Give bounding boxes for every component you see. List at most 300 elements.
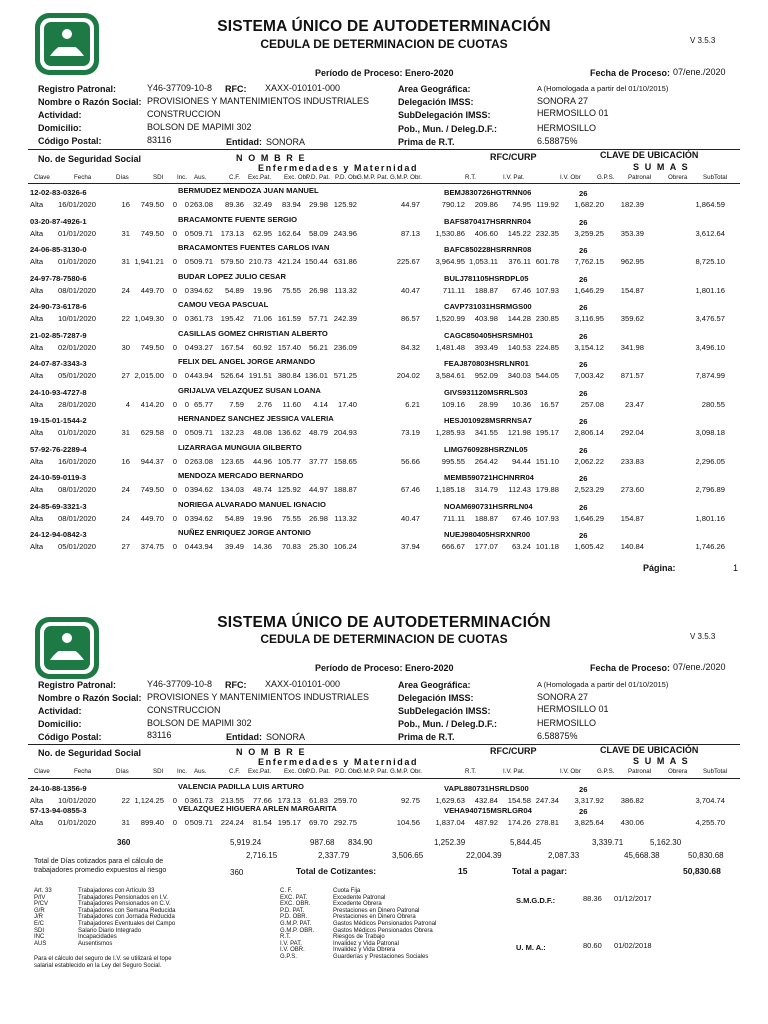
- col-header-enfermedades: Enfermedades y Maternidad: [258, 757, 419, 767]
- row-patronal: 257.08: [580, 399, 604, 409]
- row-exc-obr: 44.96: [252, 456, 272, 466]
- row-nombre: CAMOU VEGA PASCUAL: [178, 300, 269, 309]
- legend-key: AUS: [34, 940, 47, 947]
- col-sub-patronal: Patronal: [628, 174, 652, 181]
- row-gmp-pat: 571.25: [333, 371, 357, 380]
- row-obrera: 871.57: [620, 371, 644, 380]
- row-rt: 1,520.99: [435, 314, 465, 323]
- actividad-label: Actividad:: [38, 110, 82, 120]
- row-cf: 361.73: [189, 314, 213, 323]
- row-iv-obr: 63.24: [511, 542, 531, 551]
- row-rt: 1,185.18: [435, 485, 465, 494]
- row-gps: 544.05: [535, 371, 559, 380]
- row-iv-pat: 403.98: [474, 314, 498, 323]
- dias-note-value: 360: [230, 868, 244, 877]
- row-gmp-pat: 106.24: [333, 542, 357, 551]
- row-patronal: 7,003.42: [574, 371, 604, 380]
- row-cf: 443.94: [189, 542, 213, 551]
- legend-desc: Prestaciones en Dinero Obrera: [333, 914, 416, 921]
- row-subtotal: 280.55: [701, 399, 725, 409]
- row-gmp-pat: 236.09: [333, 342, 357, 352]
- row-sdi: 1,049.30: [134, 314, 164, 323]
- row-exc-obr: 191.51: [248, 371, 272, 380]
- row-dias: 30: [121, 342, 130, 352]
- row-iv-obr: 67.46: [511, 513, 531, 523]
- total-pd-obr: 834.90: [348, 838, 373, 847]
- legend-desc: Incapacidades: [78, 934, 117, 941]
- row-dias: 22: [121, 314, 130, 323]
- row-sdi: 629.58: [140, 428, 164, 437]
- row-exc-obr: 19.96: [252, 285, 272, 295]
- row-gps: 101.18: [535, 542, 559, 551]
- row-nombre: BERMUDEZ MENDOZA JUAN MANUEL: [178, 186, 319, 195]
- legend-key: G.M.P. PAT.: [280, 921, 312, 927]
- row-gps: 151.10: [535, 456, 559, 466]
- col-sub-sdi: SDI: [153, 174, 164, 181]
- row-gmp-pat: 204.93: [333, 428, 357, 437]
- row-aus: 0: [184, 200, 189, 209]
- row-patronal: 1,646.29: [574, 285, 604, 295]
- row-exc-obr: 14.36: [252, 542, 272, 551]
- row-gps: 247.34: [535, 796, 559, 805]
- row-inc: 0: [172, 428, 177, 437]
- row-iv-obr: 174.26: [507, 818, 531, 827]
- row-subtotal: 3,704.74: [695, 796, 725, 805]
- row-inc: 0: [172, 818, 177, 827]
- legend-desc: Excedente Patronal: [333, 894, 386, 901]
- legend-key: G/R: [34, 907, 45, 914]
- row-exc-pat: 7.59: [229, 399, 244, 409]
- row-aus: 0: [184, 485, 189, 494]
- row-subtotal: 3,098.18: [695, 428, 725, 437]
- row-dias: 22: [121, 796, 130, 805]
- legend-key: P.D. OBR.: [280, 914, 308, 921]
- legend-note-line1: Para el cálculo del seguro de I.V. se utilizará el tope: [34, 956, 172, 962]
- area-label: Area Geográfica:: [398, 680, 471, 690]
- row-gmp-obr: 104.56: [396, 818, 420, 827]
- row-ubicacion: 26: [579, 445, 588, 455]
- row-fecha: 10/01/2020: [58, 314, 97, 323]
- row-cf: 263.08: [189, 200, 213, 209]
- delegacion-label: Delegación IMSS:: [398, 97, 474, 107]
- row-nss: 24-12-94-0842-3: [30, 530, 87, 539]
- legend-desc: Ausentismos: [78, 940, 113, 947]
- row-iv-obr: 154.58: [507, 796, 531, 805]
- prima-label: Prima de R.T.: [398, 137, 455, 147]
- legend-key: R.T.: [280, 934, 291, 941]
- row-clave: Alta: [30, 342, 44, 352]
- periodo-proceso: Período de Proceso: Enero-2020: [315, 68, 454, 78]
- legend-desc: Trabajadores con Semana Reducida: [78, 907, 176, 914]
- row-exc-pat: 195.42: [220, 314, 244, 323]
- row-nss: 24-85-69-3321-3: [30, 501, 87, 511]
- col-sub-inc: Inc.: [177, 768, 187, 775]
- row-fecha: 16/01/2020: [58, 200, 97, 209]
- row-aus: 0: [184, 796, 189, 805]
- row-gmp-obr: 225.67: [396, 257, 420, 266]
- row-subtotal: 1,746.26: [695, 542, 725, 551]
- page-label: Página:: [643, 563, 676, 573]
- row-nss: 03-20-87-4926-1: [30, 216, 87, 226]
- row-dias: 27: [121, 371, 130, 380]
- col-sub-clave: Clave: [34, 768, 50, 775]
- row-cf: 443.94: [189, 371, 213, 380]
- total-obrera: 5,162.30: [650, 838, 682, 847]
- pob-value: HERMOSILLO: [537, 123, 597, 133]
- row-pd-obr: 26.98: [308, 513, 328, 523]
- document-title: SISTEMA ÚNICO DE AUTODETERMINACIÓN: [217, 614, 551, 631]
- row-subtotal: 4,255.70: [695, 818, 725, 827]
- delegacion-label: Delegación IMSS:: [398, 693, 474, 703]
- row-iv-pat: 188.87: [474, 285, 498, 295]
- col-sub-fecha: Fecha: [74, 174, 92, 181]
- row-rfc: BAFS870417HSRRNR04: [444, 216, 531, 226]
- row-inc: 0: [172, 285, 177, 295]
- col-header-clave-ubicacion: CLAVE DE UBICACIÓN: [600, 150, 699, 160]
- registro-label: Registro Patronal:: [38, 680, 117, 690]
- legend-key: G.P.S.: [280, 954, 297, 960]
- legend-desc: Invalidez y Vida Patronal: [333, 940, 399, 947]
- rfc-value: XAXX-010101-000: [265, 679, 341, 689]
- row-inc: 0: [172, 371, 177, 380]
- registro-value: Y46-37709-10-8: [147, 679, 213, 689]
- row-nss: 57-92-76-2289-4: [30, 444, 87, 454]
- pagar-label: Total a pagar:: [512, 866, 568, 876]
- row-pd-obr: 26.98: [308, 285, 328, 295]
- row-obrera: 140.84: [620, 542, 644, 551]
- row-gmp-pat: 113.32: [334, 285, 357, 295]
- uma-date: 01/02/2018: [614, 941, 652, 950]
- col-header-nombre: N O M B R E: [236, 747, 307, 757]
- row-iv-obr: 74.95: [511, 200, 531, 209]
- col-sub-rt: R.T.: [465, 768, 476, 775]
- row-rt: 3,584.61: [435, 371, 465, 380]
- row-cf: 509.71: [189, 428, 213, 437]
- row-sdi: 1,124.25: [134, 796, 164, 805]
- pob-label: Pob., Mun. / Deleg.D.F.:: [398, 719, 497, 729]
- row-cf: 493.27: [189, 342, 213, 352]
- row-iv-pat: 264.42: [474, 456, 498, 466]
- col-sub-subtotal: SubTotal: [703, 768, 728, 775]
- fecha-proceso-label: Fecha de Proceso:: [590, 663, 671, 673]
- col-sub-dias: Días: [116, 174, 129, 181]
- legend-desc: Gastos Médicos Pensionados Obrera: [333, 927, 433, 934]
- row-obrera: 353.39: [620, 228, 644, 238]
- row-pd-pat: 83.94: [281, 200, 301, 209]
- row-gmp-obr: 84.32: [400, 342, 420, 352]
- total-rt: 22,004.39: [466, 851, 502, 860]
- row-exc-obr: 48.74: [252, 485, 272, 494]
- dias-note-line1: Total de Días cotizados para el cálculo de: [34, 858, 164, 865]
- total-iv-pat: 5,844.45: [510, 838, 542, 847]
- total-dias: 360: [117, 838, 131, 847]
- row-sdi: 449.70: [140, 285, 164, 295]
- col-sub-aus: Aus.: [194, 174, 207, 181]
- row-fecha: 16/01/2020: [58, 456, 97, 466]
- row-gps: 107.93: [535, 285, 559, 295]
- total-iv-obr: 2,087.33: [548, 851, 580, 860]
- row-sdi: 749.50: [140, 228, 164, 238]
- row-gps: 278.81: [535, 818, 559, 827]
- row-iv-obr: 10.36: [511, 399, 531, 409]
- row-fecha: 10/01/2020: [58, 796, 97, 805]
- col-sub-gps: G.P.S.: [597, 768, 615, 775]
- row-gps: 195.17: [535, 428, 559, 437]
- col-sub-iv-pat: I.V. Pat.: [503, 768, 525, 775]
- rfc-label: RFC:: [225, 84, 247, 94]
- document-title: SISTEMA ÚNICO DE AUTODETERMINACIÓN: [217, 18, 551, 35]
- row-dias: 24: [121, 285, 130, 295]
- row-sdi: 749.50: [140, 342, 164, 352]
- row-exc-pat: 213.55: [220, 796, 244, 805]
- row-gps: 224.85: [535, 342, 559, 352]
- row-nombre: HERNANDEZ SANCHEZ JESSICA VALERIA: [178, 414, 334, 423]
- actividad-label: Actividad:: [38, 706, 82, 716]
- row-pd-pat: 75.55: [281, 513, 301, 523]
- row-iv-obr: 112.43: [508, 485, 531, 494]
- row-subtotal: 7,874.99: [695, 371, 725, 380]
- row-clave: Alta: [30, 818, 44, 827]
- row-nss: 24-10-93-4727-8: [30, 387, 87, 397]
- row-fecha: 08/01/2020: [58, 285, 97, 295]
- row-pd-pat: 136.62: [277, 428, 301, 437]
- row-nss: 24-90-73-6178-6: [30, 302, 87, 311]
- row-gmp-obr: 92.75: [400, 796, 420, 805]
- row-pd-obr: 56.21: [308, 342, 328, 352]
- cp-label: Código Postal:: [38, 732, 102, 742]
- row-nombre: NORIEGA ALVARADO MANUEL IGNACIO: [178, 499, 326, 509]
- row-ubicacion: 26: [579, 246, 588, 255]
- row-gmp-obr: 37.94: [400, 542, 420, 551]
- row-ubicacion: 26: [579, 217, 588, 227]
- row-pd-obr: 58.09: [308, 228, 328, 238]
- row-sdi: 899.40: [140, 818, 164, 827]
- row-patronal: 1,682.20: [574, 200, 604, 209]
- row-exc-pat: 134.03: [220, 485, 244, 494]
- row-cf: 394.62: [189, 285, 213, 295]
- row-pd-pat: 421.24: [277, 257, 301, 266]
- row-nombre: MENDOZA MERCADO BERNARDO: [178, 471, 304, 480]
- row-fecha: 05/01/2020: [58, 371, 97, 380]
- legend-desc: Cuota Fija: [333, 888, 361, 894]
- row-dias: 24: [121, 513, 130, 523]
- row-gmp-pat: 243.96: [333, 228, 357, 238]
- row-exc-obr: 71.06: [252, 314, 272, 323]
- row-patronal: 3,317.92: [574, 796, 604, 805]
- col-sub-subtotal: SubTotal: [703, 174, 728, 181]
- row-sdi: 1,941.21: [134, 257, 164, 266]
- cotizantes-label: Total de Cotizantes:: [296, 866, 377, 876]
- legend-desc: Guarderías y Prestaciones Sociales: [333, 954, 429, 960]
- row-iv-pat: 406.60: [474, 228, 498, 238]
- row-nombre: CASILLAS GOMEZ CHRISTIAN ALBERTO: [178, 328, 328, 338]
- domicilio-label: Domicilio:: [38, 719, 82, 729]
- row-pd-pat: 125.92: [277, 485, 301, 494]
- subdelegacion-label: SubDelegación IMSS:: [398, 110, 491, 120]
- col-header-clave-ubicacion: CLAVE DE UBICACIÓN: [600, 745, 699, 755]
- total-gps: 3,339.71: [592, 838, 624, 847]
- fecha-proceso-value: 07/ene./2020: [673, 662, 726, 672]
- row-fecha: 08/01/2020: [58, 513, 97, 523]
- legend-key: P/IV: [34, 894, 46, 901]
- row-clave: Alta: [30, 257, 44, 266]
- legend-key: SDI: [34, 927, 45, 934]
- col-sub-obrera: Obrera: [668, 768, 688, 775]
- document-subtitle: CEDULA DE DETERMINACION DE CUOTAS: [260, 632, 508, 646]
- row-fecha: 01/01/2020: [58, 818, 97, 827]
- subdelegacion-label: SubDelegación IMSS:: [398, 706, 491, 716]
- row-rfc: NUEJ980405HSRXNR00: [444, 530, 531, 539]
- row-iv-obr: 67.46: [511, 285, 531, 295]
- legend-desc: Riesgos de Trabajo: [333, 934, 385, 941]
- area-label: Area Geográfica:: [398, 84, 471, 94]
- row-obrera: 386.82: [620, 796, 644, 805]
- row-pd-obr: 57.71: [308, 314, 328, 323]
- row-nss: 19-15-01-1544-2: [30, 416, 87, 425]
- row-sdi: 749.50: [140, 200, 164, 209]
- page-2: [0, 590, 768, 1024]
- row-cf: 263.08: [189, 456, 213, 466]
- col-sub-pd-pat: P.D. Pat.: [306, 174, 330, 181]
- row-aus: 0: [184, 542, 189, 551]
- row-dias: 16: [121, 456, 130, 466]
- row-exc-pat: 132.23: [220, 428, 244, 437]
- row-exc-obr: 77.66: [252, 796, 272, 805]
- row-iv-pat: 177.07: [474, 542, 498, 551]
- col-sub-patronal: Patronal: [628, 768, 652, 775]
- legend-key: G.M.P. OBR.: [280, 927, 315, 934]
- total-gmp-pat: 3,506.65: [392, 851, 424, 860]
- row-clave: Alta: [30, 371, 44, 380]
- row-rt: 1,481.48: [435, 342, 465, 352]
- row-subtotal: 8,725.10: [695, 257, 725, 266]
- row-nombre: LIZARRAGA MUNGUIA GILBERTO: [178, 442, 302, 452]
- area-value: A (Homologada a partir del 01/10/2015): [537, 680, 669, 689]
- row-rfc: BULJ781105HSRDPL05: [444, 273, 529, 283]
- row-nombre: GRIJALVA VELAZQUEZ SUSAN LOANA: [178, 385, 321, 395]
- col-sub-iv-pat: I.V. Pat.: [503, 174, 525, 181]
- actividad-value: CONSTRUCCION: [147, 109, 221, 119]
- row-clave: Alta: [30, 314, 44, 323]
- legend-desc: Trabajadores con Jornada Reducida: [78, 914, 175, 921]
- nombre-value: PROVISIONES Y MANTENIMIENTOS INDUSTRIALES: [147, 692, 370, 702]
- cp-value: 83116: [147, 730, 172, 740]
- subdelegacion-value: HERMOSILLO 01: [537, 704, 609, 714]
- row-gmp-obr: 6.21: [405, 399, 420, 409]
- row-fecha: 02/01/2020: [58, 342, 97, 352]
- legend-desc: Trabajadores Pensionados en C.V.: [78, 901, 171, 908]
- divider: [28, 778, 740, 779]
- row-iv-obr: 376.11: [508, 257, 531, 266]
- row-gps: 601.78: [535, 257, 559, 266]
- legend-note-line2: salarial establecido en la Ley del Seguro Social.: [34, 963, 162, 969]
- row-ubicacion: 26: [579, 474, 588, 483]
- uma-label: U. M. A.:: [516, 943, 546, 952]
- col-sub-gmp-obr: G.M.P. Obr.: [390, 174, 422, 181]
- delegacion-value: SONORA 27: [537, 96, 589, 106]
- row-nombre: BRACAMONTES FUENTES CARLOS IVAN: [178, 243, 330, 252]
- row-nss: 24-10-59-0119-3: [30, 473, 87, 482]
- row-rfc: NOAM690731HSRRLN04: [444, 501, 533, 511]
- col-header-enfermedades: Enfermedades y Maternidad: [258, 163, 419, 173]
- rfc-label: RFC:: [225, 680, 247, 690]
- row-ubicacion: 26: [579, 303, 588, 312]
- row-gps: 232.35: [535, 228, 559, 238]
- row-rfc: CAVP731031HSRMGS00: [444, 302, 532, 311]
- row-iv-pat: 487.92: [474, 818, 498, 827]
- row-inc: 0: [172, 228, 177, 238]
- row-rfc: VAPL880731HSRLDS00: [444, 784, 529, 793]
- legend-desc: Excedente Obrera: [333, 901, 382, 908]
- row-nss: 24-06-85-3130-0: [30, 245, 87, 254]
- row-pd-obr: 69.70: [308, 818, 328, 827]
- legend-desc: Trabajadores con Artículo 33: [78, 888, 155, 894]
- row-obrera: 154.87: [620, 285, 644, 295]
- total-pd-pat: 2,337.79: [318, 851, 350, 860]
- actividad-value: CONSTRUCCION: [147, 705, 221, 715]
- row-gmp-pat: 158.65: [333, 456, 357, 466]
- legend-key: P/CV: [34, 901, 49, 908]
- row-pd-obr: 48.79: [308, 428, 328, 437]
- col-header-nss: No. de Seguridad Social: [38, 748, 142, 758]
- row-exc-pat: 579.50: [220, 257, 244, 266]
- row-gps: 179.88: [535, 485, 559, 494]
- row-pd-pat: 162.64: [277, 228, 301, 238]
- row-pd-obr: 25.30: [308, 542, 328, 551]
- row-gps: 107.93: [535, 513, 559, 523]
- row-gmp-pat: 113.32: [334, 513, 357, 523]
- col-sub-gmp-pat: G.M.P. Pat.: [357, 174, 389, 181]
- row-aus: 0: [184, 285, 189, 295]
- row-cf: 509.71: [189, 228, 213, 238]
- row-iv-pat: 952.09: [474, 371, 498, 380]
- legend-desc: Salario Diario Integrado: [78, 927, 142, 934]
- col-header-rfc: RFC/CURP: [490, 746, 537, 756]
- row-nss: 24-97-78-7580-6: [30, 273, 87, 283]
- legend-key: E/C: [34, 921, 45, 927]
- page-number: 1: [733, 563, 739, 573]
- row-gmp-obr: 40.47: [400, 285, 420, 295]
- row-inc: 0: [172, 342, 177, 352]
- row-fecha: 01/01/2020: [58, 257, 97, 266]
- row-dias: 31: [121, 257, 130, 266]
- row-nss: 21-02-85-7287-9: [30, 330, 87, 340]
- row-aus: 0: [184, 818, 189, 827]
- col-header-nss: No. de Seguridad Social: [38, 154, 142, 164]
- row-gmp-pat: 242.39: [333, 314, 357, 323]
- row-exc-pat: 54.89: [224, 285, 244, 295]
- row-aus: 0: [184, 257, 189, 266]
- row-subtotal: 2,796.89: [695, 485, 725, 494]
- row-clave: Alta: [30, 428, 44, 437]
- row-rt: 1,530.86: [435, 228, 465, 238]
- row-fecha: 28/01/2020: [58, 399, 97, 409]
- row-clave: Alta: [30, 796, 44, 805]
- pob-value: HERMOSILLO: [537, 718, 597, 728]
- row-aus: 0: [184, 371, 189, 380]
- row-pd-obr: 44.97: [308, 485, 328, 494]
- row-pd-pat: 173.13: [277, 796, 301, 805]
- row-rt: 995.55: [441, 456, 465, 466]
- row-exc-obr: 2.76: [257, 399, 272, 409]
- row-sdi: 449.70: [140, 513, 164, 523]
- row-inc: 0: [172, 257, 177, 266]
- row-obrera: 359.62: [620, 314, 644, 323]
- legend-key: EXC. OBR.: [280, 901, 311, 908]
- col-sub-dias: Días: [116, 768, 129, 775]
- legend-desc: Gastos Médicos Pensionados Patronal: [333, 921, 437, 927]
- row-pd-pat: 75.55: [281, 285, 301, 295]
